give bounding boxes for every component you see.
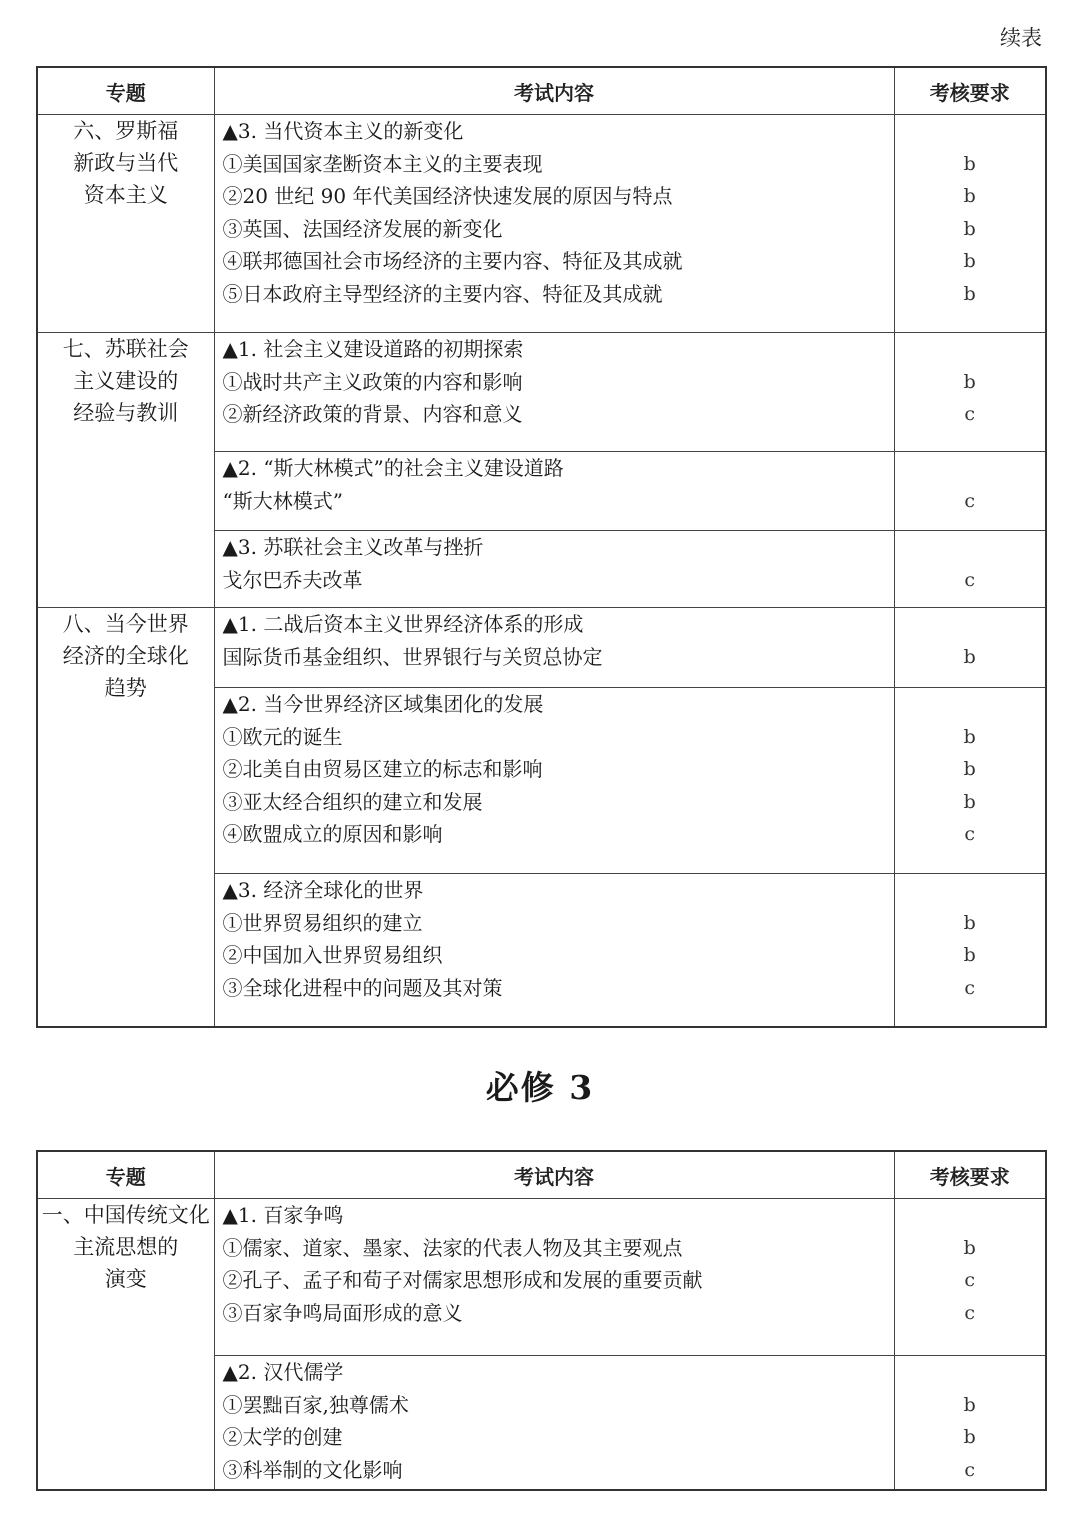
requirement-cell — [894, 333, 1046, 452]
content-cell — [214, 531, 894, 608]
requirement-value: b — [963, 282, 976, 305]
requirement-value: c — [964, 1458, 976, 1481]
content-cell — [214, 452, 894, 531]
header-topic: 专题 — [37, 1151, 214, 1199]
content-item: ②孔子、孟子和荀子对儒家思想形成和发展的重要贡献 — [222, 1268, 703, 1292]
table-row — [37, 608, 1046, 688]
requirement-cell — [894, 1199, 1046, 1356]
content-cell — [214, 1356, 894, 1490]
requirement-value: c — [964, 823, 976, 845]
content-cell — [214, 608, 894, 688]
topic-line: 演变 — [104, 1267, 147, 1291]
requirement-value: b — [963, 250, 976, 272]
content-item: ①战时共产主义政策的内容和影响 — [222, 369, 523, 394]
content-item: ②中国加入世界贸易组织 — [222, 943, 443, 967]
header-topic: 专题 — [37, 67, 214, 115]
requirement-value — [895, 1356, 1046, 1389]
header-requirement: 考核要求 — [894, 67, 1046, 115]
requirement-cell — [894, 531, 1046, 608]
topic-line: 经验与教训 — [73, 401, 179, 425]
content-item: 国际货币基金组织、世界银行与关贸总协定 — [222, 644, 603, 669]
content-item: ③百家争鸣局面形成的意义 — [222, 1300, 463, 1325]
requirement-value: b — [963, 185, 976, 207]
topic-line: 八、当今世界 — [62, 612, 189, 636]
content-item: ①儒家、道家、墨家、法家的代表人物及其主要观点 — [222, 1235, 683, 1260]
content-heading: ▲1. 社会主义建设道路的初期探索 — [222, 337, 524, 361]
requirement-value: c — [964, 1301, 976, 1324]
requirement-value: b — [963, 645, 976, 668]
requirement-value: b — [963, 217, 976, 240]
topic-line: 一、中国传统文化 — [41, 1203, 210, 1227]
requirement-value — [895, 333, 1046, 366]
requirement-value — [895, 1199, 1046, 1232]
requirement-cell — [894, 452, 1046, 531]
content-heading: ▲1. 百家争鸣 — [222, 1203, 344, 1227]
requirement-value: b — [963, 1426, 976, 1448]
content-heading: ▲3. 经济全球化的世界 — [222, 878, 424, 902]
requirement-value: c — [964, 1269, 976, 1291]
topic-line: 新政与当代 — [73, 151, 179, 175]
table-row — [37, 115, 1046, 333]
content-cell — [214, 333, 894, 452]
content-heading: ▲3. 苏联社会主义改革与挫折 — [222, 535, 484, 559]
content-item: ①美国国家垄断资本主义的主要表现 — [222, 151, 543, 176]
requirement-value — [895, 115, 1046, 148]
content-item: ③科举制的文化影响 — [222, 1457, 403, 1482]
requirement-value: b — [963, 944, 976, 966]
requirement-value: b — [963, 911, 976, 934]
content-item: “斯大林模式” — [222, 488, 343, 513]
content-heading: ▲2. 当今世界经济区域集团化的发展 — [222, 692, 544, 716]
topic-line: 资本主义 — [83, 183, 168, 207]
requirement-value: b — [963, 725, 976, 748]
syllabus-table-compulsory-3 — [36, 1150, 1047, 1491]
content-item: 戈尔巴乔夫改革 — [222, 567, 363, 592]
requirement-value: b — [963, 1393, 976, 1416]
content-item: ①罢黜百家,独尊儒术 — [222, 1392, 409, 1417]
requirement-value: b — [963, 152, 976, 175]
continued-label: 续表 — [1000, 26, 1042, 50]
content-item: ③全球化进程中的问题及其对策 — [222, 975, 503, 1000]
requirement-value — [895, 688, 1046, 721]
syllabus-table-continued — [36, 66, 1047, 1028]
content-item: ①世界贸易组织的建立 — [222, 910, 423, 935]
requirement-value: c — [964, 403, 976, 425]
requirement-cell — [894, 608, 1046, 688]
topic-line: 经济的全球化 — [62, 644, 189, 668]
content-heading: ▲2. “斯大林模式”的社会主义建设道路 — [222, 456, 564, 480]
content-cell — [214, 688, 894, 874]
section-title: 必修 3 — [485, 1068, 595, 1107]
requirement-value — [895, 874, 1046, 907]
content-heading: ▲1. 二战后资本主义世界经济体系的形成 — [222, 612, 584, 636]
topic-cell — [37, 115, 214, 333]
requirement-value: b — [963, 1236, 976, 1259]
topic-line: 七、苏联社会 — [62, 337, 189, 361]
requirement-value: b — [963, 758, 976, 780]
topic-cell — [37, 1199, 214, 1490]
content-heading: ▲3. 当代资本主义的新变化 — [222, 119, 464, 143]
requirement-cell — [894, 1356, 1046, 1490]
content-item: ⑤日本政府主导型经济的主要内容、特征及其成就 — [222, 281, 663, 306]
requirement-value — [895, 452, 1046, 485]
table-row — [37, 333, 1046, 452]
header-content: 考试内容 — [214, 1151, 894, 1199]
requirement-value: b — [963, 370, 976, 393]
header-content: 考试内容 — [214, 67, 894, 115]
content-item: ④联邦德国社会市场经济的主要内容、特征及其成就 — [222, 249, 683, 273]
requirement-value: c — [964, 568, 976, 591]
table-header-row — [37, 1151, 1046, 1199]
requirement-cell — [894, 115, 1046, 333]
requirement-value: c — [964, 489, 976, 512]
content-cell — [214, 115, 894, 333]
content-cell — [214, 874, 894, 1027]
content-item: ④欧盟成立的原因和影响 — [222, 822, 443, 846]
topic-line: 主义建设的 — [73, 369, 179, 393]
content-item: ③英国、法国经济发展的新变化 — [222, 216, 503, 241]
requirement-cell — [894, 874, 1046, 1027]
content-item: ②北美自由贸易区建立的标志和影响 — [222, 757, 543, 781]
topic-line: 主流思想的 — [73, 1235, 179, 1259]
topic-cell — [37, 333, 214, 608]
table-header-row — [37, 67, 1046, 115]
content-item: ①欧元的诞生 — [222, 724, 343, 749]
content-item: ②太学的创建 — [222, 1425, 343, 1449]
table-row — [37, 1199, 1046, 1356]
topic-line: 趋势 — [104, 676, 147, 700]
content-item: ③亚太经合组织的建立和发展 — [222, 789, 483, 814]
content-item: ②新经济政策的背景、内容和意义 — [222, 402, 523, 426]
requirement-value — [895, 608, 1046, 641]
requirement-value — [895, 531, 1046, 564]
requirement-value: b — [963, 790, 976, 813]
requirement-value: c — [964, 976, 976, 999]
topic-line: 六、罗斯福 — [73, 119, 179, 143]
topic-cell — [37, 608, 214, 1027]
header-requirement: 考核要求 — [894, 1151, 1046, 1199]
content-heading: ▲2. 汉代儒学 — [222, 1360, 344, 1384]
requirement-cell — [894, 688, 1046, 874]
content-item: ②20 世纪 90 年代美国经济快速发展的原因与特点 — [222, 184, 673, 208]
content-cell — [214, 1199, 894, 1356]
